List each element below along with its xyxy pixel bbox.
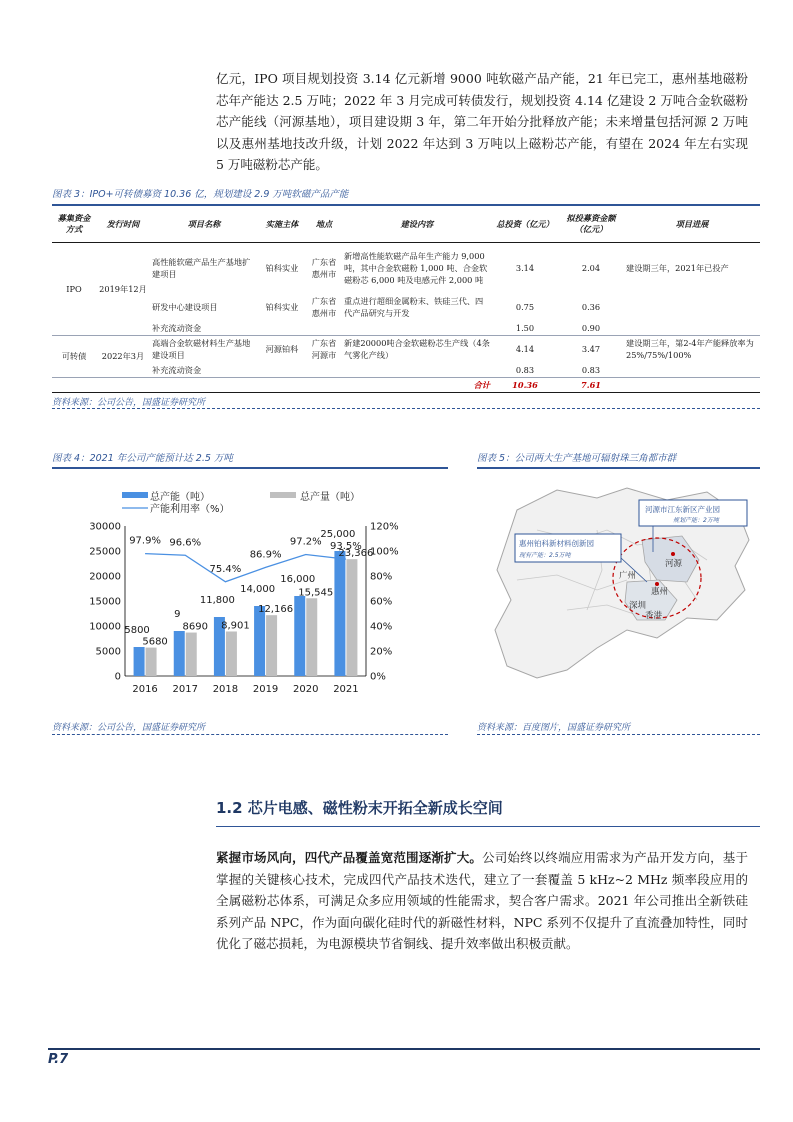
y-ticks xyxy=(89,522,121,683)
y2-tick-label: 20% xyxy=(370,646,393,658)
bar-capacity xyxy=(254,606,265,676)
cell-progress xyxy=(624,293,760,321)
x-tick-label: 2019 xyxy=(252,684,279,695)
cell-progress: 建设期三年，2021年已投产 xyxy=(626,262,729,273)
y-tick-label: 10000 xyxy=(89,621,121,633)
utilization-line xyxy=(145,554,346,582)
y-tick-label: 20000 xyxy=(89,571,121,583)
bar-output xyxy=(266,615,277,676)
cell-progress: 建设期三年，第2-4年产能释放率为25%/75%/100% xyxy=(624,335,760,363)
cell-raised: 3.47 xyxy=(558,335,624,363)
cell-total: 3.14 xyxy=(515,262,535,273)
cell-method: 可转债 xyxy=(52,335,96,378)
y2-tick-label: 80% xyxy=(370,571,393,583)
cell-total: 4.14 xyxy=(492,335,558,363)
huizhou-callout-sub: 现有产能：2.5万吨 xyxy=(519,552,571,559)
cell-name: 补充流动资金 xyxy=(152,365,202,375)
label-output: 15,545 xyxy=(298,587,334,599)
city-label-guangzhou: 广州 xyxy=(619,571,637,581)
cell-entity: 铂科实业 xyxy=(265,301,299,312)
y-tick-label: 25000 xyxy=(89,546,121,558)
fig5-source: 资料来源：百度图片，国盛证券研究所 xyxy=(477,723,631,733)
cell-content: 新增高性能软磁产品年生产能力 9,000 吨，其中合金软磁粉 1,000 吨、合金软磁粉芯 6,000 吨及电感元件 2,000 吨 xyxy=(344,250,488,285)
fig4-bottom-rule xyxy=(52,734,448,735)
cell-entity: 河源铂科 xyxy=(258,335,306,363)
col-header: 总投资（亿元） xyxy=(492,206,558,243)
bar-capacity xyxy=(174,631,185,676)
cell-entity xyxy=(258,321,306,336)
col-header: 项目名称 xyxy=(150,206,258,243)
table-total-row xyxy=(52,378,760,393)
table-row xyxy=(52,335,760,363)
bar-capacity xyxy=(134,647,145,676)
label-utilization: 75.4% xyxy=(209,563,242,575)
fig4-title: 图表 4：2021 年公司产能预计达 2.5 万吨 xyxy=(52,453,233,464)
cell-entity: 铂科实业 xyxy=(265,262,299,273)
cell-name: 高性能软磁产品生产基地扩建项目 xyxy=(152,256,251,279)
label-utilization: 97.9% xyxy=(129,535,161,547)
heyuan-callout-sub: 规划产能：2万吨 xyxy=(673,517,719,524)
legend-capacity-label: 总产能（吨） xyxy=(150,492,210,503)
cell-location: 广东省河源市 xyxy=(306,335,342,363)
col-header: 项目进展 xyxy=(624,206,760,243)
cell-raised: 2.04 xyxy=(581,262,601,273)
fig3-header-row xyxy=(52,206,760,243)
cell-location: 广东省惠州市 xyxy=(311,256,337,279)
city-label-shenzhen: 深圳 xyxy=(629,601,647,611)
city-label-huizhou: 惠州 xyxy=(651,587,669,597)
col-header: 实施主体 xyxy=(258,206,306,243)
label-capacity: 25,000 xyxy=(320,529,356,540)
x-tick-label: 2016 xyxy=(132,684,158,695)
fig3-source: 资料来源：公司公告，国盛证券研究所 xyxy=(52,398,206,408)
fig5-bottom-rule xyxy=(477,734,760,735)
section-heading-rule xyxy=(216,826,760,827)
intro-paragraph: 亿元，IPO 项目规划投资 3.14 亿元新增 9000 吨软磁产品产能，21 年已完工，惠州基地磁粉芯年产能达 2.5 万吨；2022 年 3 月完成可转债发行，规划投资 4.14 亿建设 2 万吨合金软磁粉芯产能线（河源基地），项目建设期 3 年，第二年开始分批释放产能；未来增量包括河源 2 万吨以及惠州基地技改升级，计划 2022 年达到 3 万吨以上磁粉芯产能，有望在 2024 年左右实现 5 万吨磁粉芯产能。 xyxy=(216,71,748,172)
col-header: 拟投募资金额（亿元） xyxy=(558,206,624,243)
legend-capacity-swatch xyxy=(122,492,148,498)
huizhou-marker xyxy=(655,582,659,586)
cell-name: 补充流动资金 xyxy=(152,322,202,333)
label-output: 5680 xyxy=(142,636,168,648)
cell-content xyxy=(342,321,492,336)
body-paragraph-lead: 紧握市场风向，四代产品覆盖宽范围逐渐扩大。 xyxy=(216,850,483,865)
cell-raised: 0.83 xyxy=(581,365,601,375)
col-header: 发行时间 xyxy=(96,206,150,243)
bar-capacity xyxy=(294,596,305,676)
label-output: 23,366 xyxy=(338,548,374,560)
label-output: 12,166 xyxy=(258,604,294,616)
y-tick-label: 30000 xyxy=(89,521,121,533)
cell-total: 0.83 xyxy=(515,365,535,375)
total-value: 10.36 xyxy=(492,378,558,393)
y2-ticks xyxy=(370,522,399,683)
legend-utilization-label: 产能利用率（%） xyxy=(150,504,230,515)
heyuan-marker xyxy=(671,552,675,556)
bar-output xyxy=(306,598,317,676)
y2-tick-label: 0% xyxy=(370,671,386,683)
x-tick-label: 2017 xyxy=(172,684,198,695)
label-utilization: 96.6% xyxy=(169,537,202,549)
table-row xyxy=(52,243,760,293)
cell-raised: 0.36 xyxy=(581,301,601,312)
bar-output xyxy=(226,631,237,676)
city-label-heyuan: 河源 xyxy=(665,559,683,569)
fig4-top-rule xyxy=(52,467,448,469)
cell-content: 重点进行超细金属粉末、铁硅三代、四代产品研究与开发 xyxy=(344,295,484,318)
utilization-polyline xyxy=(145,554,346,582)
col-header: 募集资金方式 xyxy=(52,206,96,243)
x-tick-label: 2021 xyxy=(333,684,359,695)
label-utilization: 86.9% xyxy=(249,549,282,561)
cell-raised: 0.90 xyxy=(581,322,601,333)
cell-total: 0.75 xyxy=(515,301,535,312)
footer-rule xyxy=(48,1048,760,1050)
fig4-source: 资料来源：公司公告，国盛证券研究所 xyxy=(52,723,206,733)
x-tick-label: 2020 xyxy=(293,684,319,695)
cell-progress xyxy=(624,363,760,378)
fig3-bottom-rule xyxy=(52,408,760,409)
x-ticks xyxy=(132,684,358,695)
heyuan-callout-title: 河源市江东新区产业园 xyxy=(645,505,720,514)
huizhou-callout-title: 惠州铂科新材料创新园 xyxy=(519,539,594,548)
fig5-title: 图表 5：公司两大生产基地可辐射珠三角都市群 xyxy=(477,453,677,464)
cell-name: 高端合金软磁材料生产基地建设项目 xyxy=(150,335,258,363)
body-paragraph xyxy=(216,847,748,955)
y2-tick-label: 100% xyxy=(370,546,399,558)
guangdong-map xyxy=(477,470,760,710)
cell-location xyxy=(306,363,342,378)
label-output: 8690 xyxy=(182,621,208,633)
bar-output xyxy=(346,559,357,676)
label-capacity: 16,000 xyxy=(280,574,316,585)
bar-capacity xyxy=(334,551,345,676)
cell-name: 研发中心建设项目 xyxy=(152,301,218,312)
page-number: P.7 xyxy=(48,1052,69,1067)
bar-output xyxy=(146,648,157,676)
label-capacity: 14,000 xyxy=(240,584,276,595)
y-tick-label: 15000 xyxy=(89,596,121,608)
fig5-top-rule xyxy=(477,467,760,469)
col-header: 建设内容 xyxy=(342,206,492,243)
x-tick-label: 2018 xyxy=(212,684,239,695)
capacity-chart xyxy=(52,470,448,710)
cell-method: IPO xyxy=(66,283,82,294)
cell-entity xyxy=(258,363,306,378)
cell-location xyxy=(306,321,342,336)
legend-output-label: 总产量（吨） xyxy=(300,492,360,503)
city-label-hongkong: 香港 xyxy=(645,611,663,621)
label-capacity: 9 xyxy=(174,609,181,620)
table-row xyxy=(52,293,760,321)
label-capacity: 11,800 xyxy=(199,595,235,606)
cell-content: 新建20000吨合金软磁粉芯生产线（4条气雾化产线） xyxy=(342,335,492,363)
label-capacity: 5800 xyxy=(124,625,150,636)
col-header: 地点 xyxy=(306,206,342,243)
legend-output-swatch xyxy=(270,492,296,498)
label-output: 8,901 xyxy=(221,620,250,632)
table-row xyxy=(52,363,760,378)
total-label: 合计 xyxy=(342,378,492,393)
body-paragraph-rest: 公司始终以终端应用需求为产品开发方向，基于掌握的关键核心技术，完成四代产品技术迭代，建立了一套覆盖 5 kHz~2 MHz 频率段应用的全属磁粉芯体系，可满足众多应用领域的性能需求，契合客户需求。2021 年公司推出全新铁硅系列产品 NPC，作为面向碳化硅时代的新磁性材料，NPC 系列不仅提升了直流叠加特性，同时优化了磁芯损耗，为电源模块节省铜线、提升效率做出积极贡献。 xyxy=(216,850,748,951)
y2-tick-label: 40% xyxy=(370,621,393,633)
label-utilization: 97.2% xyxy=(289,536,322,548)
y-tick-label: 5000 xyxy=(95,646,121,658)
cell-date: 2022年3月 xyxy=(96,335,150,378)
cell-total: 1.50 xyxy=(515,322,535,333)
y2-tick-label: 120% xyxy=(370,521,399,533)
table-row xyxy=(52,321,760,336)
label-utilization: 93.5% xyxy=(330,541,362,553)
section-heading: 1.2 芯片电感、磁性粉末开拓全新成长空间 xyxy=(216,799,503,817)
cell-content xyxy=(342,363,492,378)
bars xyxy=(134,551,358,676)
cell-progress xyxy=(624,321,760,336)
cell-location: 广东省惠州市 xyxy=(311,295,337,318)
fig3-table xyxy=(52,206,760,393)
fig3-title: 图表 3：IPO+可转债募资 10.36 亿，规划建设 2.9 万吨软磁产品产能 xyxy=(52,189,349,200)
y2-tick-label: 60% xyxy=(370,596,393,608)
cell-date: 2019年12月 xyxy=(99,283,147,294)
y-tick-label: 0 xyxy=(114,671,121,683)
bar-output xyxy=(186,633,197,676)
raised-value: 7.61 xyxy=(558,378,624,393)
